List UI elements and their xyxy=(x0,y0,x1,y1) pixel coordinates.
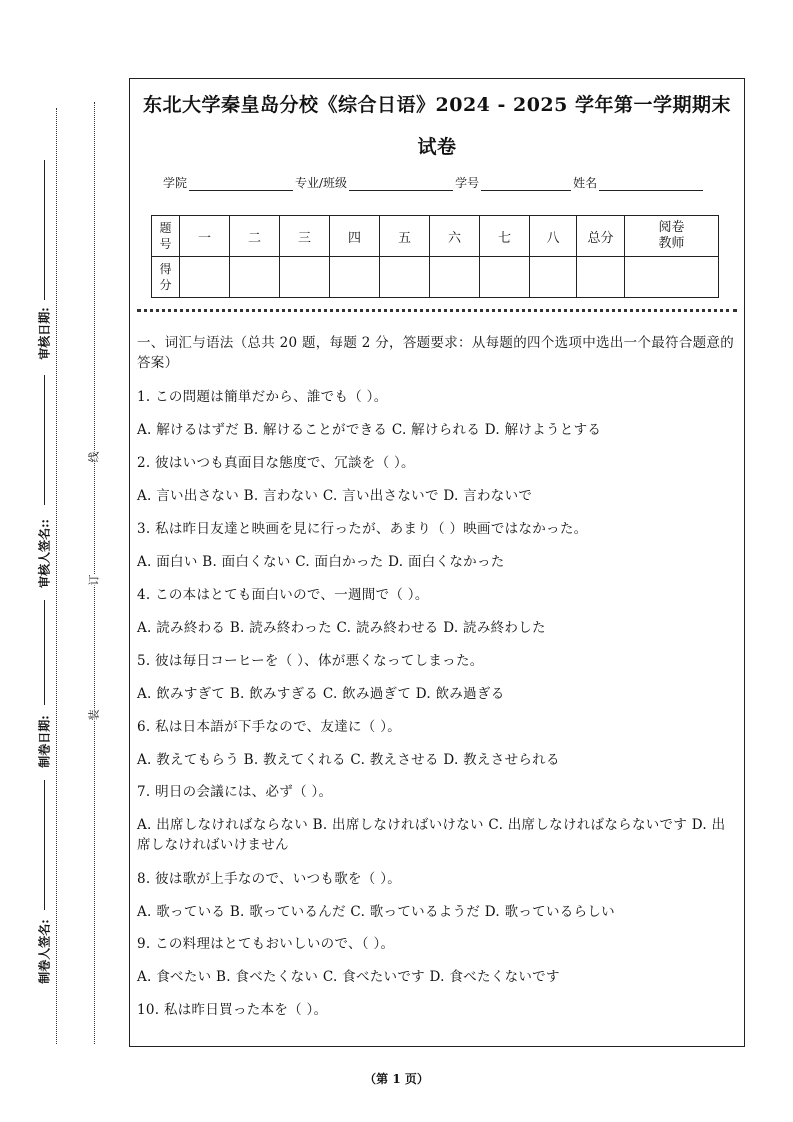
question-stem: 2. 彼はいつも真面目な態度で、冗談を（ ）。 xyxy=(137,455,415,471)
binding-char-ding: 订 xyxy=(87,574,101,586)
col-header: 六 xyxy=(430,216,480,257)
question-options: A. 解けるはずだ B. 解けることができる C. 解けられる D. 解けようとする xyxy=(137,422,602,438)
reviewer-sign-blank xyxy=(44,375,45,505)
maker-date-label: 制卷日期: xyxy=(37,715,52,768)
binding-dotted-line-inner xyxy=(94,102,95,1044)
college-label: 学院 xyxy=(163,176,188,190)
reviewer-date-label: 审核日期: xyxy=(37,307,52,360)
question-options: A. 言い出さない B. 言わない C. 言い出さないで D. 言わないで xyxy=(137,488,533,504)
question-stem: 7. 明日の会議には、必ず（ ）。 xyxy=(137,784,333,800)
exam-title-line1: 东北大学秦皇岛分校《综合日语》2024 - 2025 学年第一学期期末 xyxy=(143,94,731,116)
section-divider xyxy=(137,309,737,312)
col-header: 三 xyxy=(280,216,330,257)
question-stem: 10. 私は昨日買った本を（ ）。 xyxy=(137,1002,328,1018)
page-number: （第 1 页） xyxy=(364,1072,429,1086)
question-options: A. 教えてもらう B. 教えてくれる C. 教えさせる D. 教えさせられる xyxy=(137,752,560,768)
binding-char-xian: 线 xyxy=(87,451,101,463)
reviewer-sign-label: 审核人签名:: xyxy=(37,519,52,588)
question-options: A. 出席しなければならない B. 出席しなければいけない C. 出席しなければならないです D. 出席しなければいけません xyxy=(137,817,726,853)
student-id-blank[interactable] xyxy=(481,178,571,191)
score-cell[interactable] xyxy=(230,257,280,298)
col-header: 五 xyxy=(380,216,430,257)
reviewer-date-blank xyxy=(44,160,45,300)
binding-dotted-line-outer xyxy=(56,108,57,1044)
col-header-grader: 阅卷教师 xyxy=(625,216,719,257)
score-cell[interactable] xyxy=(530,257,577,298)
question-stem: 4. この本はとても面白いので、一週間で（ ）。 xyxy=(137,587,429,603)
score-cell-grader[interactable] xyxy=(625,257,719,298)
score-cell[interactable] xyxy=(480,257,530,298)
question-stem: 9. この料理はとてもおいしいので、（ ）。 xyxy=(137,936,395,952)
col-header: 四 xyxy=(330,216,380,257)
question-options: A. 面白い B. 面白くない C. 面白かった D. 面白くなかった xyxy=(137,554,505,570)
question-options: A. 食べたい B. 食べたくない C. 食べたいです D. 食べたくないです xyxy=(137,969,560,985)
maker-sign-label: 制卷人签名: xyxy=(37,919,52,984)
binding-char-zhuang: 装 xyxy=(87,709,101,721)
major-blank[interactable] xyxy=(349,178,453,191)
college-blank[interactable] xyxy=(189,178,293,191)
exam-title-line2: 试卷 xyxy=(417,136,457,158)
row-label-question-number: 题号 xyxy=(152,216,180,257)
col-header: 八 xyxy=(530,216,577,257)
question-stem: 1. この問題は簡単だから、誰でも（ ）。 xyxy=(137,389,388,405)
student-info-row xyxy=(163,174,705,191)
name-label: 姓名 xyxy=(573,176,598,190)
question-options: A. 飲みすぎて B. 飲みすぎる C. 飲み過ぎて D. 飲み過ぎる xyxy=(137,686,505,702)
score-cell[interactable] xyxy=(330,257,380,298)
question-options: A. 歌っている B. 歌っているんだ C. 歌っているようだ D. 歌っているらしい xyxy=(137,904,615,920)
question-stem: 3. 私は昨日友達と映画を見に行ったが、あまり（ ）映画ではなかった。 xyxy=(137,521,588,537)
score-cell-total[interactable] xyxy=(577,257,625,298)
score-cell[interactable] xyxy=(280,257,330,298)
question-stem: 8. 彼は歌が上手なので、いつも歌を（ ）。 xyxy=(137,871,402,887)
student-id-label: 学号 xyxy=(455,176,480,190)
row-label-score: 得分 xyxy=(152,257,180,298)
question-stem: 6. 私は日本語が下手なので、友達に（ ）。 xyxy=(137,719,402,735)
col-header: 一 xyxy=(180,216,230,257)
score-table-header-row xyxy=(152,216,719,257)
maker-date-blank xyxy=(44,600,45,705)
score-cell[interactable] xyxy=(430,257,480,298)
question-stem: 5. 彼は毎日コーヒーを（ ）、体が悪くなってしまった。 xyxy=(137,653,484,669)
col-header: 七 xyxy=(480,216,530,257)
major-label: 专业/班级 xyxy=(295,176,348,190)
col-header: 二 xyxy=(230,216,280,257)
score-cell[interactable] xyxy=(180,257,230,298)
score-table xyxy=(151,215,719,298)
name-blank[interactable] xyxy=(599,178,703,191)
score-table-score-row xyxy=(152,257,719,298)
score-cell[interactable] xyxy=(380,257,430,298)
maker-sign-blank xyxy=(44,780,45,910)
question-options: A. 読み終わる B. 読み終わった C. 読み終わせる D. 読み終わした xyxy=(137,620,546,636)
section1-heading: 一、词汇与语法（总共 20 题，每题 2 分，答题要求：从每题的四个选项中选出一个最符合题意的答案） xyxy=(137,335,735,371)
col-header: 总分 xyxy=(577,216,625,257)
